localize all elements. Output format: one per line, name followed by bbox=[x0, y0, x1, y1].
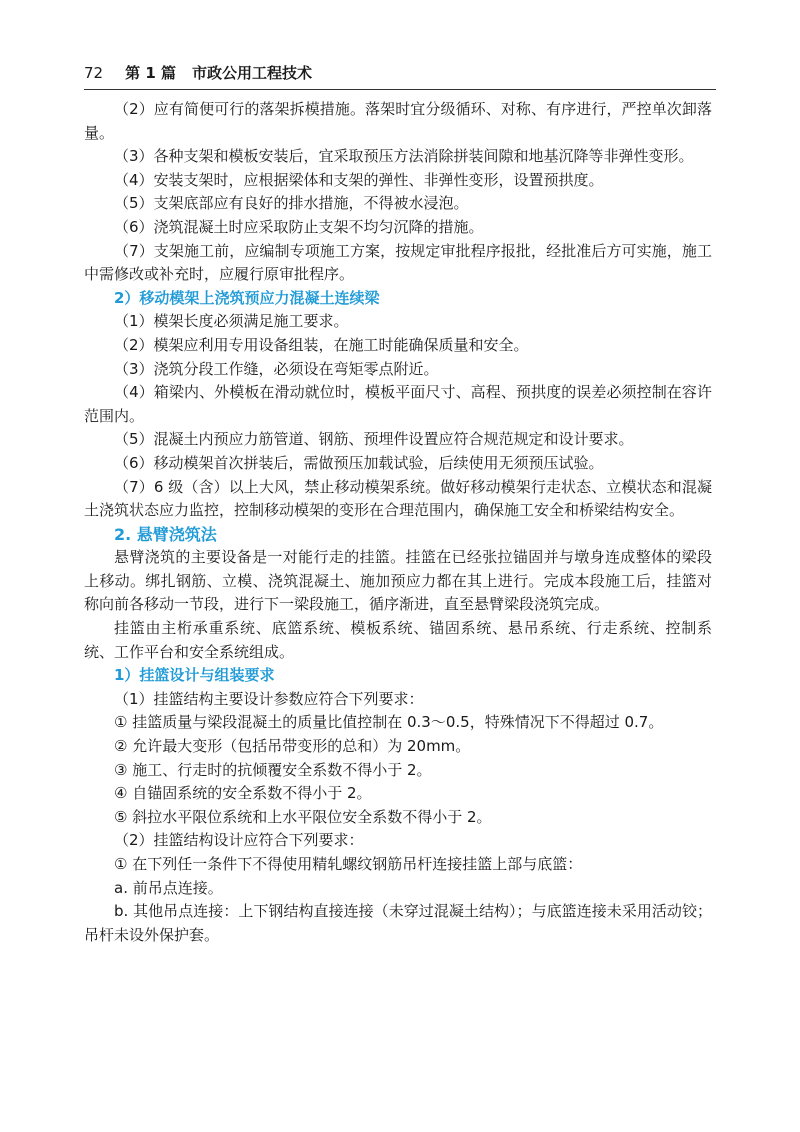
subsection-heading: 1）挂篮设计与组装要求 bbox=[114, 666, 275, 685]
body-paragraph: （5）支架底部应有良好的排水措施，不得被水浸泡。 bbox=[114, 194, 469, 213]
subsection-heading: 2）移动模架上浇筑预应力混凝土连续梁 bbox=[114, 288, 380, 307]
header-divider bbox=[84, 89, 716, 90]
body-paragraph: （6）浇筑混凝土时应采取防止支架不均匀沉降的措施。 bbox=[114, 217, 484, 236]
body-paragraph: （7）6 级（含）以上大风，禁止移动模架系统。做好移动模架行走状态、立模状态和混凝土浇筑状态应力监控，控制移动模架的变形在合理范围内，确保施工安全和桥梁结构安全。 bbox=[84, 477, 712, 520]
body-paragraph: a. 前吊点连接。 bbox=[114, 878, 223, 897]
body-paragraph: （6）移动模架首次拼装后，需做预压加载试验，后续使用无须预压试验。 bbox=[114, 453, 604, 472]
body-paragraph: （1）模架长度必须满足施工要求。 bbox=[114, 312, 349, 331]
running-header bbox=[84, 62, 312, 88]
body-paragraph: （2）挂篮结构设计应符合下列要求： bbox=[114, 831, 364, 850]
body-paragraph: （4）安装支架时，应根据梁体和支架的弹性、非弹性变形，设置预拱度。 bbox=[114, 170, 604, 189]
body-paragraph: （1）挂篮结构主要设计参数应符合下列要求： bbox=[114, 689, 424, 708]
body-paragraph: （2）模架应利用专用设备组装，在施工时能确保质量和安全。 bbox=[114, 335, 529, 354]
section-heading: 2. 悬臂浇筑法 bbox=[114, 524, 217, 544]
body-paragraph: （3）浇筑分段工作缝，必须设在弯矩零点附近。 bbox=[114, 359, 439, 378]
body-paragraph: ⑤ 斜拉水平限位系统和上水平限位安全系数不得小于 2。 bbox=[114, 807, 492, 826]
section-title: 市政公用工程技术 bbox=[191, 64, 312, 82]
body-paragraph: （2）应有简便可行的落架拆模措施。落架时宜分级循环、对称、有序进行，严控单次卸落量。 bbox=[84, 100, 712, 142]
body-paragraph: 挂篮由主桁承重系统、底篮系统、模板系统、锚固系统、悬吊系统、行走系统、控制系统、工作平台和安全系统组成。 bbox=[84, 619, 712, 661]
body-paragraph: ② 允许最大变形（包括吊带变形的总和）为 20mm。 bbox=[114, 737, 471, 756]
body-paragraph: （4）箱梁内、外模板在滑动就位时，模板平面尺寸、高程、预拱度的误差必须控制在容许范围内。 bbox=[84, 383, 712, 425]
body-paragraph: ④ 自锚固系统的安全系数不得小于 2。 bbox=[114, 784, 372, 803]
page-number: 72 bbox=[84, 64, 104, 82]
part-label: 第 1 篇 bbox=[125, 64, 176, 82]
body-paragraph: 悬臂浇筑的主要设备是一对能行走的挂篮。挂篮在已经张拉锚固并与墩身连成整体的梁段上移动。绑扎钢筋、立模、浇筑混凝土、施加预应力都在其上进行。完成本段施工后，挂篮对称向前各移动一节段，进行下一梁段施工，循序渐进，直至悬臂梁段浇筑完成。 bbox=[84, 548, 712, 614]
body-paragraph: （3）各种支架和模板安装后，宜采取预压方法消除拼装间隙和地基沉降等非弹性变形。 bbox=[114, 147, 694, 166]
body-paragraph: b. 其他吊点连接：上下钢结构直接连接（未穿过混凝土结构）；与底篮连接未采用活动铰；吊杆未设外保护套。 bbox=[84, 902, 712, 944]
page-body bbox=[84, 98, 712, 947]
body-paragraph: ① 在下列任一条件下不得使用精轧螺纹钢筋吊杆连接挂篮上部与底篮： bbox=[114, 855, 583, 873]
body-paragraph: （5）混凝土内预应力筋管道、钢筋、预埋件设置应符合规范规定和设计要求。 bbox=[114, 430, 634, 449]
body-paragraph: ③ 施工、行走时的抗倾覆安全系数不得小于 2。 bbox=[114, 760, 432, 779]
body-paragraph: （7）支架施工前，应编制专项施工方案，按规定审批程序报批，经批准后方可实施，施工中需修改或补充时，应履行原审批程序。 bbox=[84, 241, 712, 284]
body-paragraph: ① 挂篮质量与梁段混凝土的质量比值控制在 0.3～0.5，特殊情况下不得超过 0.7。 bbox=[114, 713, 664, 732]
